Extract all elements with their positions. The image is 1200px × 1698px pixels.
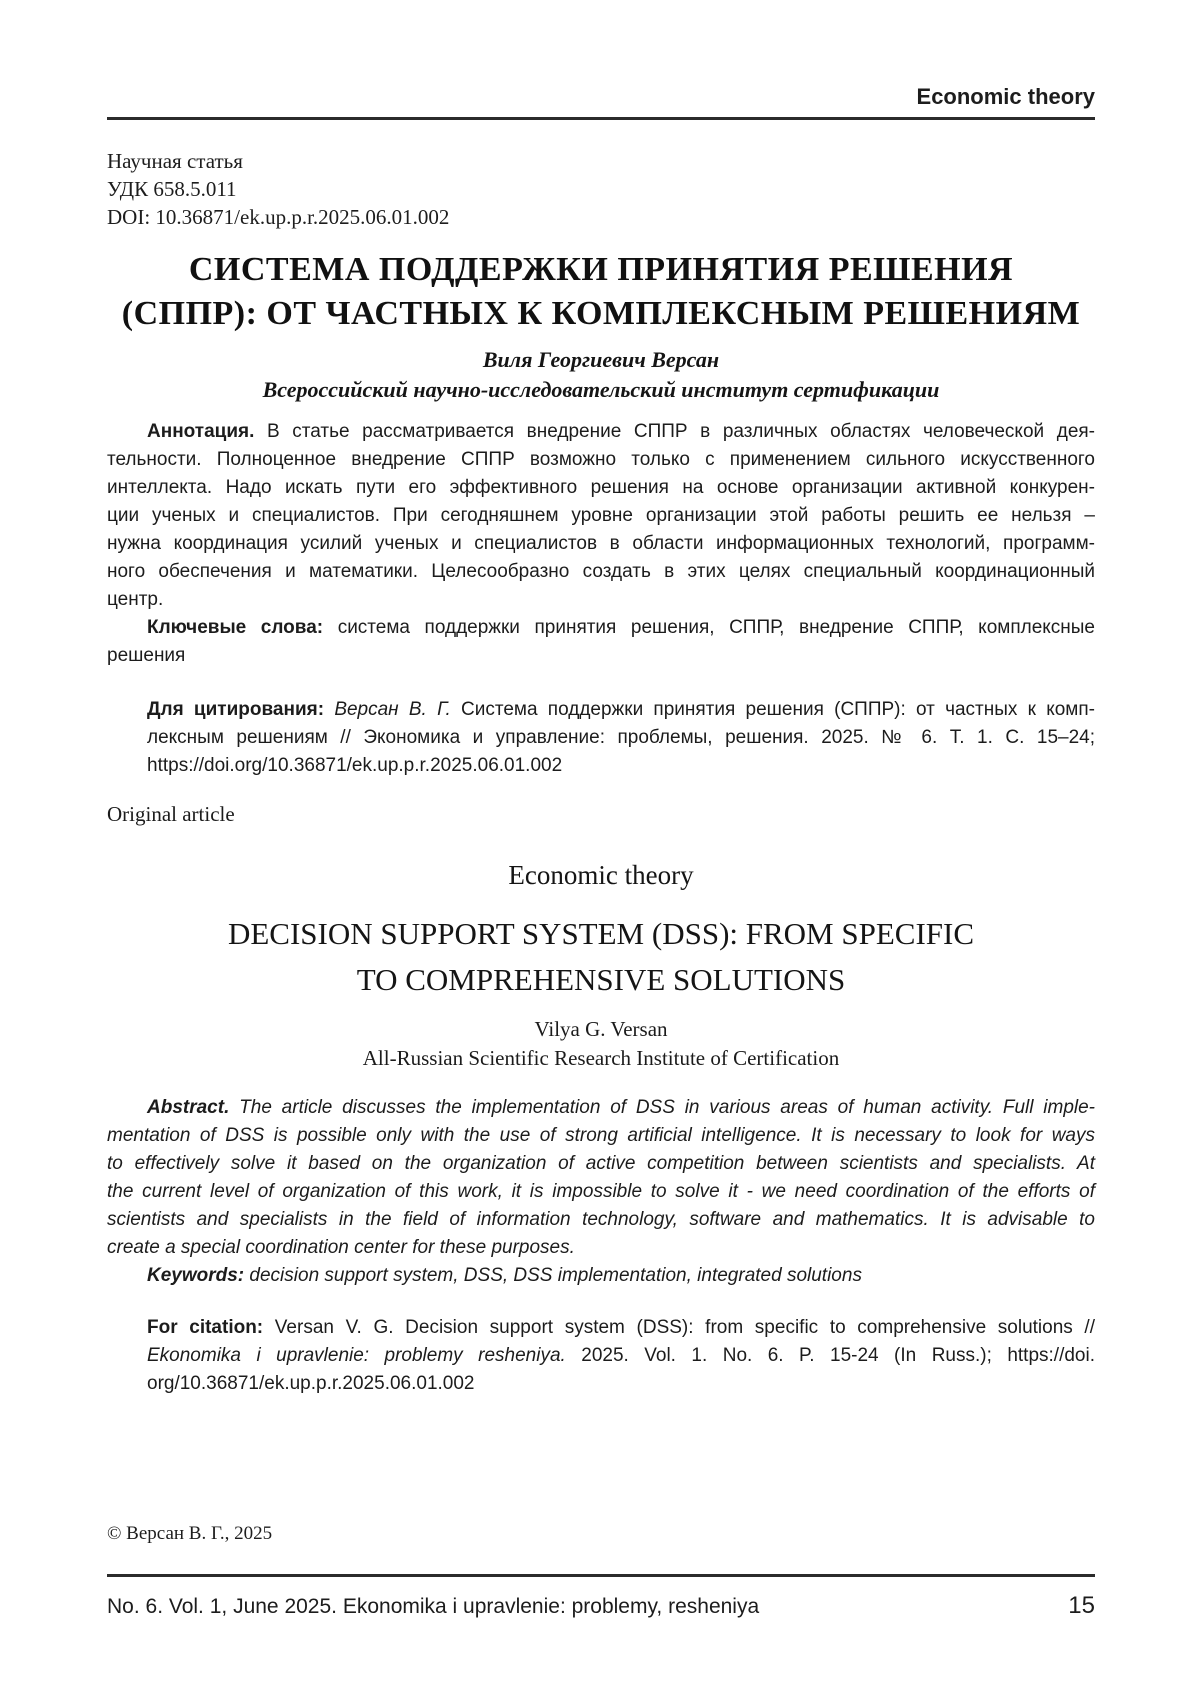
abstract-en-line: the current level of organization of this work, it is impossible to solve it - we need coordination of the efforts of <box>107 1181 1095 1202</box>
keywords-ru-label: Ключевые слова: <box>147 617 324 638</box>
citation-en-line: Ekonomika i upravlenie: problemy resheniya. 2025. Vol. 1. No. 6. P. 15-24 (In Russ.); https://doi. <box>147 1345 1095 1366</box>
keywords-en-line: Keywords: decision support system, DSS, DSS implementation, integrated solutions <box>147 1265 862 1286</box>
abstract-ru <box>107 418 1095 614</box>
keywords-en-label: Keywords: <box>147 1265 245 1286</box>
author-block-en <box>107 1015 1095 1073</box>
citation-ru-label: Для цитирования: <box>147 699 325 720</box>
article-title-ru-line2: (СППР): ОТ ЧАСТНЫХ К КОМПЛЕКСНЫМ РЕШЕНИЯМ <box>121 295 1081 332</box>
citation-en-journal: Ekonomika i upravlenie: problemy resheniya. <box>147 1345 566 1366</box>
abstract-en-label: Abstract. <box>147 1097 230 1118</box>
copyright-line: © Версан В. Г., 2025 <box>107 1523 273 1544</box>
article-title-en-line1: DECISION SUPPORT SYSTEM (DSS): FROM SPECIFIC <box>227 916 975 951</box>
abstract-en-line: scientists and specialists in the field of information technology, software and mathematics. It is advisable to <box>107 1209 1095 1230</box>
original-article-label: Original article <box>107 802 235 826</box>
citation-en <box>147 1314 1095 1398</box>
abstract-ru-line: нужна координация усилий ученых и специалистов в области информационных технологий, программ- <box>107 533 1095 554</box>
page-footer <box>107 1592 1095 1621</box>
abstract-ru-line: интеллекта. Надо искать пути его эффективного решения на основе организации активной конкурен- <box>107 477 1095 498</box>
abstract-en <box>107 1094 1095 1262</box>
citation-en-label: For citation: <box>147 1317 264 1338</box>
abstract-ru-line: центр. <box>107 589 164 610</box>
author-affiliation-en: All-Russian Scientific Research Institute of Certification <box>362 1046 840 1070</box>
abstract-en-line: create a special coordination center for these purposes. <box>107 1237 575 1258</box>
doi-line: DOI: 10.36871/ek.up.p.r.2025.06.01.002 <box>107 205 450 229</box>
author-name-en: Vilya G. Versan <box>534 1017 668 1041</box>
citation-ru-doi: https://doi.org/10.36871/ek.up.p.r.2025.06.01.002 <box>147 755 563 776</box>
abstract-ru-line: тельности. Полноценное внедрение СППР возможно только с применением сильного искусственного <box>107 449 1095 470</box>
footer-rule <box>107 1574 1095 1577</box>
section-heading-en: Economic theory <box>508 860 694 890</box>
header-rule <box>107 117 1095 120</box>
author-block-ru <box>107 345 1095 405</box>
abstract-en-line: Abstract. The article discusses the implementation of DSS in various areas of human activity. Full imple- <box>147 1097 1096 1118</box>
article-meta <box>107 147 1095 231</box>
citation-en-doi: org/10.36871/ek.up.p.r.2025.06.01.002 <box>147 1373 475 1394</box>
author-name-ru: Виля Георгиевич Версан <box>482 347 720 372</box>
abstract-en-line: to effectively solve it based on the organization of active competition between scientists and specialists. At <box>107 1153 1095 1174</box>
running-head-section-label: Economic theory <box>916 84 1095 109</box>
author-affiliation-ru: Всероссийский научно-исследовательский институт сертификации <box>262 377 940 402</box>
citation-ru-line: Для цитирования: Версан В. Г. Система поддержки принятия решения (СППР): от частных к комп- <box>147 699 1095 720</box>
citation-ru-author: Версан В. Г. <box>334 699 451 720</box>
citation-en-line: For citation: Versan V. G. Decision support system (DSS): from specific to comprehensive solutions // <box>147 1317 1095 1338</box>
keywords-ru <box>107 614 1095 670</box>
article-title-ru-line1: СИСТЕМА ПОДДЕРЖКИ ПРИНЯТИЯ РЕШЕНИЯ <box>188 251 1014 288</box>
footer-page-number: 15 <box>1068 1592 1095 1619</box>
abstract-ru-line: ции ученых и специалистов. При сегодняшнем уровне организации этой работы решить ее нельзя – <box>107 505 1095 526</box>
abstract-en-line: mentation of DSS is possible only with the use of strong artificial intelligence. It is necessary to look for ways <box>107 1125 1095 1146</box>
abstract-ru-line: Аннотация. В статье рассматривается внедрение СППР в различных областях человеческой дея- <box>147 421 1095 442</box>
citation-ru-line: лексным решениям // Экономика и управление: проблемы, решения. 2025. № 6. Т. 1. С. 15–24; <box>147 727 1095 748</box>
udc-code: УДК 658.5.011 <box>107 177 237 201</box>
keywords-ru-line: решения <box>107 645 186 666</box>
citation-ru <box>147 696 1095 780</box>
article-type-label: Научная статья <box>107 149 243 173</box>
article-title-en-line2: TO COMPREHENSIVE SOLUTIONS <box>356 962 846 997</box>
abstract-ru-line: ного обеспечения и математики. Целесообразно создать в этих целях специальный координационный <box>107 561 1095 582</box>
article-title-ru <box>107 248 1095 336</box>
footer-issue-info: No. 6. Vol. 1, June 2025. Ekonomika i upravlenie: problemy, resheniya <box>107 1595 760 1618</box>
keywords-en <box>107 1262 1095 1290</box>
abstract-ru-label: Аннотация. <box>147 421 255 442</box>
article-title-en <box>107 911 1095 1003</box>
keywords-ru-line: Ключевые слова: система поддержки принятия решения, СППР, внедрение СППР, комплексные <box>147 617 1096 638</box>
